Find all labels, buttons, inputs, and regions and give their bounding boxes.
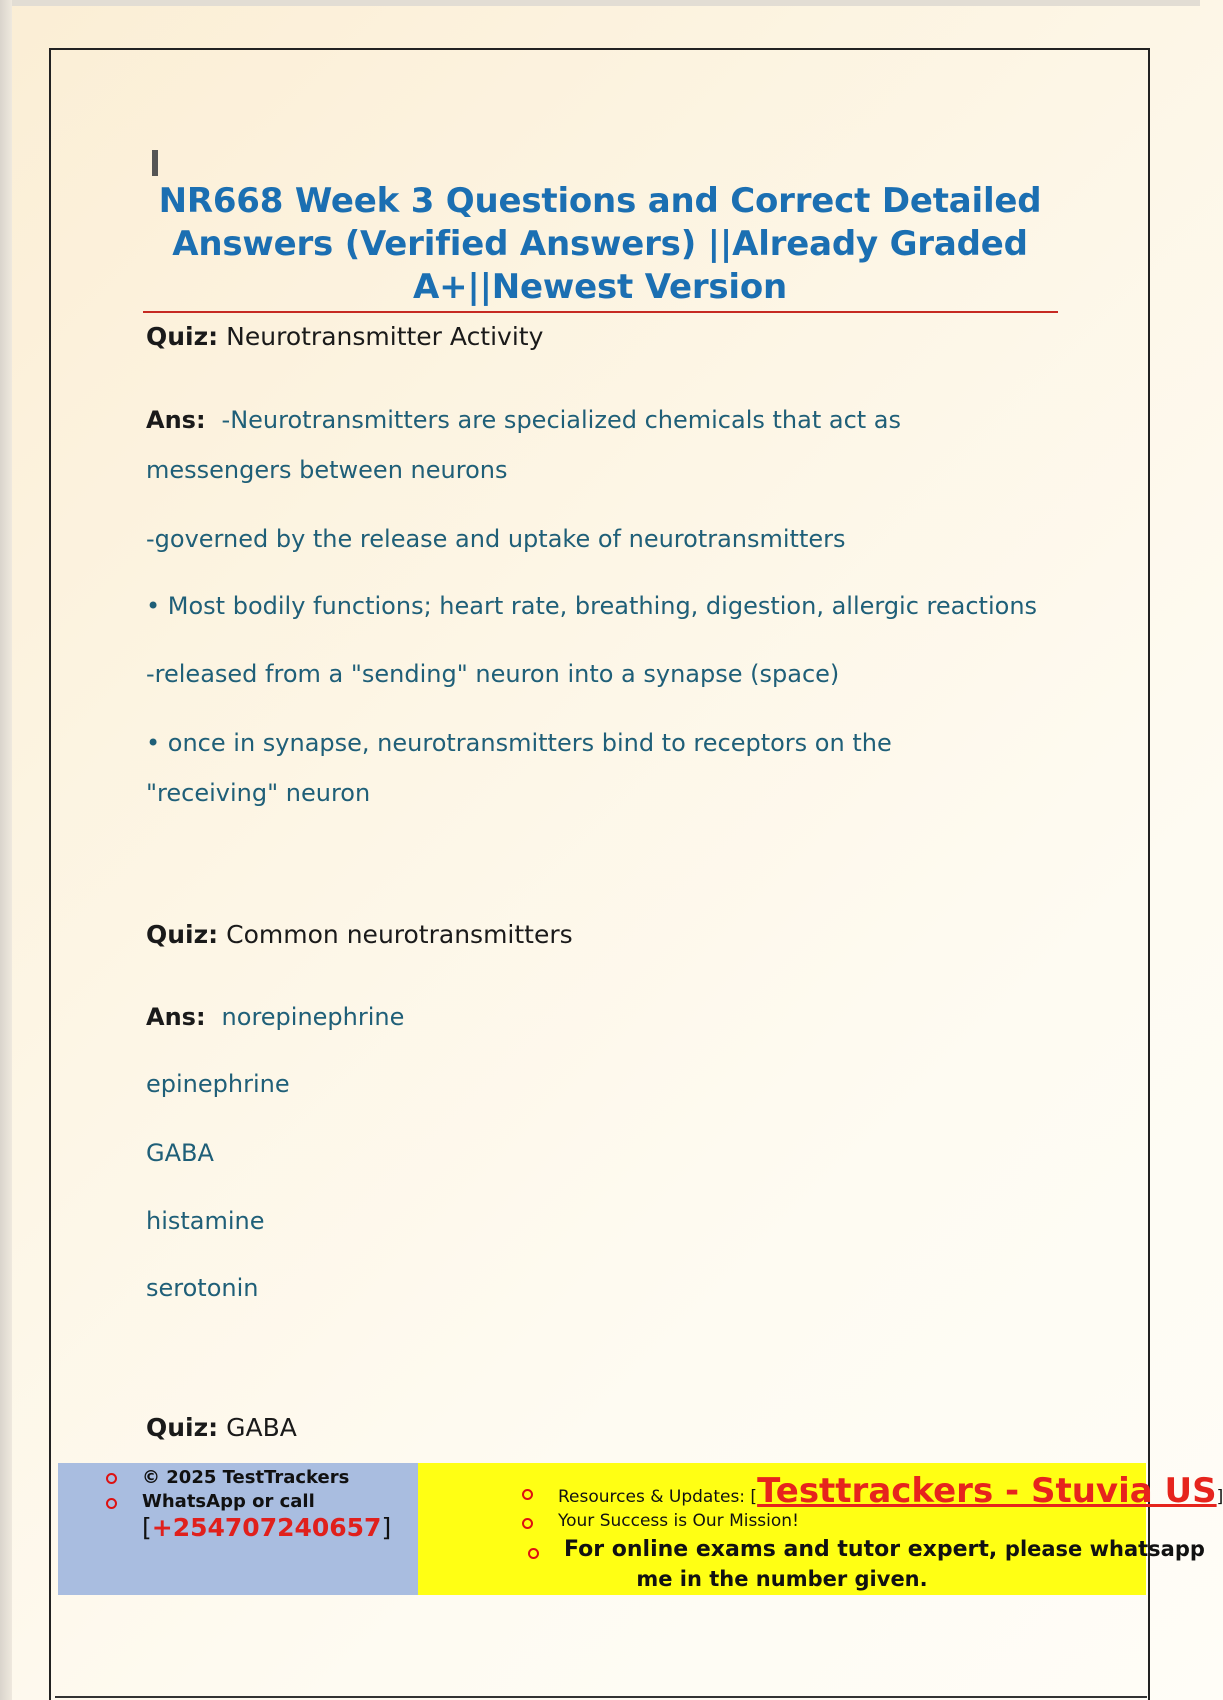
- answer-line: GABA: [146, 1139, 214, 1167]
- bullet-icon: [106, 1473, 117, 1484]
- page-top-edge: [0, 0, 1200, 6]
- answer-line: [146, 395, 1026, 495]
- footer-promo-panel: [418, 1463, 1223, 1595]
- answer-text: -Neurotransmitters are specialized chemicals that act as messengers between neurons: [146, 406, 902, 484]
- text-cursor-icon: [152, 150, 158, 176]
- mission-text: Your Success is Our Mission!: [558, 1511, 799, 1531]
- answer-line: epinephrine: [146, 1070, 290, 1098]
- cta-text-2: please whatsapp: [1004, 1537, 1205, 1561]
- title-line: A+||Newest Version: [412, 267, 788, 307]
- page-left-edge: [0, 0, 12, 1700]
- resources-line: [558, 1471, 1223, 1511]
- quiz-question: [146, 1413, 297, 1442]
- footer-banner: [58, 1463, 1223, 1595]
- quiz-text: Common neurotransmitters: [226, 920, 573, 949]
- answer-line: • once in synapse, neurotransmitters bind to receptors on the "receiving" neuron: [146, 729, 892, 807]
- quiz-text: Neurotransmitter Activity: [226, 322, 544, 351]
- quiz-label: Quiz:: [146, 322, 219, 351]
- quiz-question: [146, 920, 573, 949]
- resources-label: Resources & Updates: [: [558, 1487, 758, 1507]
- cta-text: For online exams and tutor expert,: [564, 1537, 998, 1562]
- quiz-label: Quiz:: [146, 920, 219, 949]
- document-title: [150, 180, 1050, 309]
- stuvia-link[interactable]: Testtrackers - Stuvia US: [757, 1471, 1217, 1511]
- answer-line: • Most bodily functions; heart rate, breathing, digestion, allergic reactions: [146, 592, 1038, 620]
- bullet-icon: [106, 1498, 117, 1509]
- cta-line-1: [564, 1537, 1205, 1562]
- bullet-icon: [522, 1518, 533, 1529]
- phone-bracket-close: ]: [381, 1513, 392, 1542]
- title-line: NR668 Week 3 Questions and Correct Detailed: [158, 181, 1042, 221]
- bullet-icon: [522, 1489, 533, 1500]
- answer-line: -released from a "sending" neuron into a synapse (space): [146, 660, 840, 688]
- page-bottom-rule: [55, 1696, 1147, 1698]
- quiz-question: [146, 322, 543, 351]
- answer-line: histamine: [146, 1207, 265, 1235]
- bullet-icon: [528, 1548, 539, 1559]
- answer-line: [146, 1003, 404, 1031]
- quiz-text: GABA: [226, 1413, 297, 1442]
- cta-line-2: me in the number given.: [636, 1567, 928, 1591]
- quiz-label: Quiz:: [146, 1413, 219, 1442]
- phone-text[interactable]: +254707240657: [151, 1513, 382, 1542]
- answer-text: norepinephrine: [221, 1003, 405, 1031]
- whatsapp-label: WhatsApp or call: [142, 1491, 315, 1512]
- answer-line: serotonin: [146, 1274, 259, 1302]
- title-underline: [143, 311, 1058, 313]
- footer-contact-panel: [58, 1463, 418, 1595]
- resources-bracket-close: ]: [1216, 1487, 1223, 1507]
- copyright-text: © 2025 TestTrackers: [142, 1467, 350, 1488]
- phone-bracket-open: [: [142, 1513, 152, 1542]
- answer-label: Ans:: [146, 406, 206, 434]
- phone-number[interactable]: [142, 1513, 391, 1542]
- title-line: Answers (Verified Answers) ||Already Graded: [172, 224, 1028, 264]
- answer-line: -governed by the release and uptake of neurotransmitters: [146, 525, 846, 553]
- answer-label: Ans:: [146, 1003, 206, 1031]
